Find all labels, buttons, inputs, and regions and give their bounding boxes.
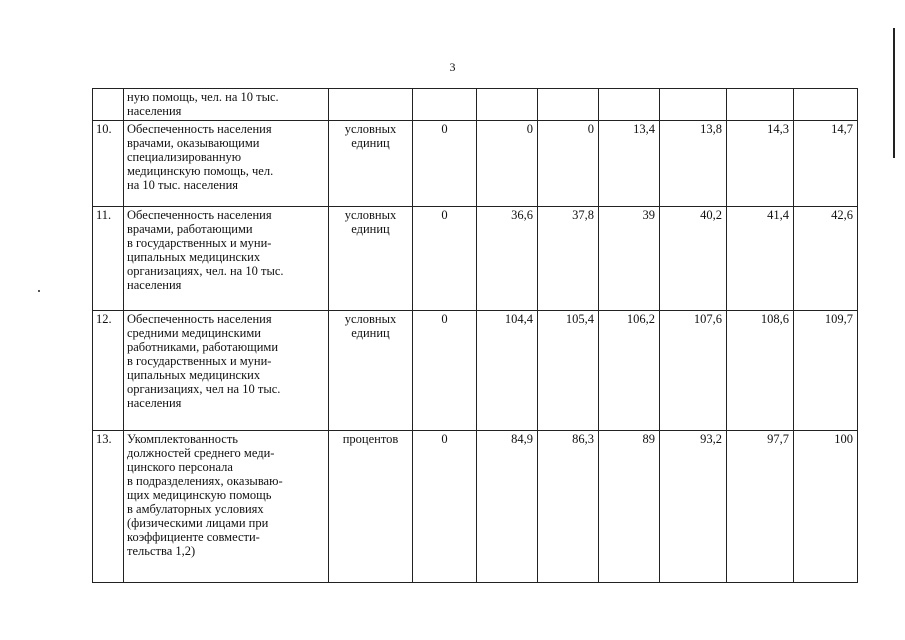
table-row [93, 311, 858, 431]
value-cell: 86,3 [538, 431, 599, 583]
indicator-name-line: врачами, работающими [127, 222, 253, 236]
page-number: 3 [449, 60, 456, 74]
row-number: 13. [93, 431, 124, 583]
value-cell: 0 [413, 207, 477, 311]
unit-of-measure [329, 89, 413, 121]
table-row [93, 207, 858, 311]
indicator-name-line: на 10 тыс. населения [127, 178, 239, 192]
scan-edge-line [893, 28, 895, 158]
unit-line: единиц [351, 222, 390, 236]
value-cell [660, 89, 727, 121]
value-cell [794, 89, 858, 121]
row-number: 10. [93, 121, 124, 207]
value-cell: 42,6 [794, 207, 858, 311]
indicator-name-line: Обеспеченность населения [127, 312, 272, 326]
unit-of-measure [329, 121, 413, 207]
indicator-name-line: должностей среднего меди- [127, 446, 275, 460]
value-cell [727, 89, 794, 121]
value-cell: 89 [599, 431, 660, 583]
value-cell: 14,7 [794, 121, 858, 207]
value-cell: 40,2 [660, 207, 727, 311]
indicator-name [124, 311, 329, 431]
scan-speck [38, 290, 40, 292]
indicator-name-line: в государственных и муни- [127, 354, 272, 368]
indicator-name-line: в подразделениях, оказываю- [127, 474, 283, 488]
indicator-name-line: населения [127, 104, 182, 118]
indicator-name-line: населения [127, 278, 182, 292]
unit-of-measure [329, 431, 413, 583]
row-number: 11. [93, 207, 124, 311]
indicator-name [124, 207, 329, 311]
value-cell: 0 [477, 121, 538, 207]
value-cell: 108,6 [727, 311, 794, 431]
value-cell: 105,4 [538, 311, 599, 431]
indicator-name-line: коэффициенте совмести- [127, 530, 260, 544]
value-cell: 13,4 [599, 121, 660, 207]
value-cell [477, 89, 538, 121]
value-cell [599, 89, 660, 121]
table-row [93, 89, 858, 121]
indicator-name-line: организациях, чел. на 10 тыс. [127, 264, 284, 278]
indicator-name-line: специализированную [127, 150, 242, 164]
unit-of-measure [329, 207, 413, 311]
value-cell: 0 [538, 121, 599, 207]
value-cell: 0 [413, 311, 477, 431]
value-cell: 0 [413, 121, 477, 207]
indicator-name-line: врачами, оказывающими [127, 136, 260, 150]
value-cell: 107,6 [660, 311, 727, 431]
row-number [93, 89, 124, 121]
table-row [93, 431, 858, 583]
indicator-name-line: в государственных и муни- [127, 236, 272, 250]
indicator-name-line: ципальных медицинских [127, 250, 261, 264]
value-cell: 41,4 [727, 207, 794, 311]
indicator-name [124, 121, 329, 207]
indicator-name-line: медицинскую помощь, чел. [127, 164, 274, 178]
value-cell: 106,2 [599, 311, 660, 431]
value-cell: 93,2 [660, 431, 727, 583]
indicator-name-line: организациях, чел на 10 тыс. [127, 382, 281, 396]
value-cell: 36,6 [477, 207, 538, 311]
unit-of-measure [329, 311, 413, 431]
unit-line: единиц [351, 326, 390, 340]
indicators-table [92, 88, 858, 583]
indicator-name-line: населения [127, 396, 182, 410]
unit-line: условных [344, 312, 397, 326]
unit-line: условных [344, 122, 397, 136]
value-cell [413, 89, 477, 121]
indicator-name [124, 431, 329, 583]
row-number: 12. [93, 311, 124, 431]
indicator-name-line: работниками, работающими [127, 340, 279, 354]
indicator-name-line: ципальных медицинских [127, 368, 261, 382]
indicator-name-line: тельства 1,2) [127, 544, 196, 558]
value-cell: 97,7 [727, 431, 794, 583]
indicator-name-line: (физическими лицами при [127, 516, 269, 530]
value-cell: 0 [413, 431, 477, 583]
indicator-name-line: Обеспеченность населения [127, 122, 272, 136]
value-cell: 39 [599, 207, 660, 311]
value-cell [538, 89, 599, 121]
indicator-name-line: ную помощь, чел. на 10 тыс. [127, 90, 279, 104]
unit-line: процентов [342, 432, 399, 446]
indicator-name-line: Обеспеченность населения [127, 208, 272, 222]
indicator-name-line: цинского персонала [127, 460, 233, 474]
indicator-name-line: Укомплектованность [127, 432, 238, 446]
indicator-name-line: в амбулаторных условиях [127, 502, 264, 516]
value-cell: 13,8 [660, 121, 727, 207]
indicator-name-line: щих медицинскую помощь [127, 488, 272, 502]
value-cell: 37,8 [538, 207, 599, 311]
value-cell: 100 [794, 431, 858, 583]
unit-line: условных [344, 208, 397, 222]
value-cell: 14,3 [727, 121, 794, 207]
value-cell: 104,4 [477, 311, 538, 431]
unit-line: единиц [351, 136, 390, 150]
indicator-name [124, 89, 329, 121]
value-cell: 109,7 [794, 311, 858, 431]
table-row [93, 121, 858, 207]
value-cell: 84,9 [477, 431, 538, 583]
indicator-name-line: средними медицинскими [127, 326, 261, 340]
